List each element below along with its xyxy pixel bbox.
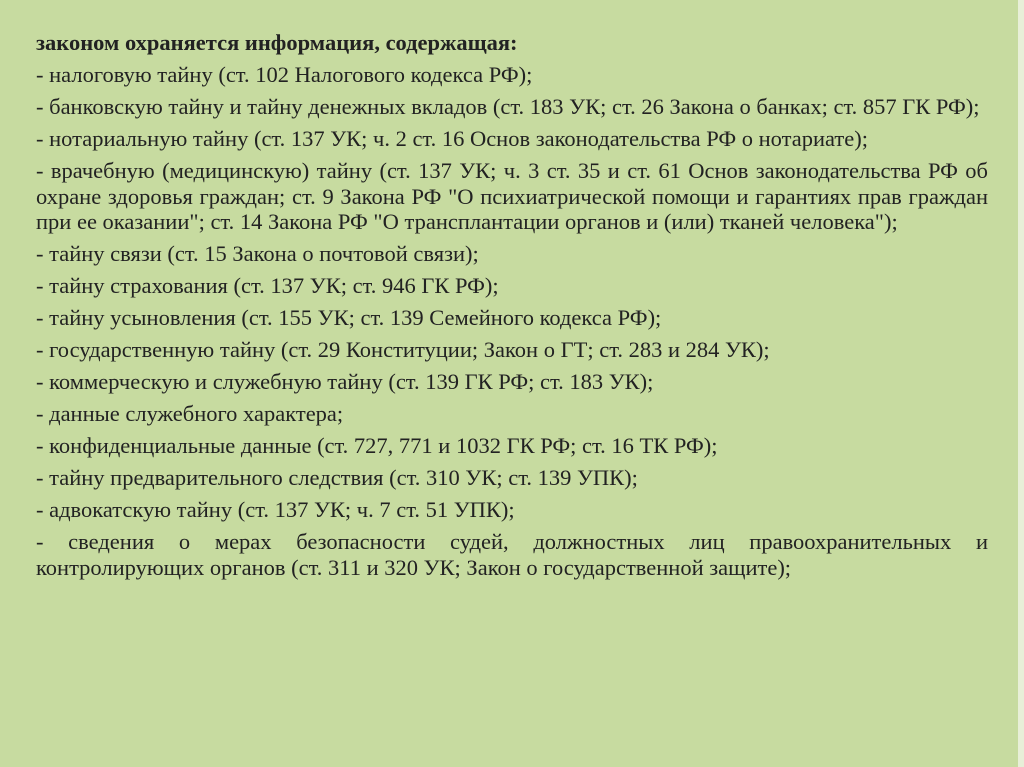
- list-item-bank-secret: - банковскую тайну и тайну денежных вкладов (ст. 183 УК; ст. 26 Закона о банках; ст. 857 ГК РФ);: [36, 94, 980, 119]
- list-item-service-data: - данные служебного характера;: [36, 401, 344, 426]
- list-item-adoption-secret: - тайну усыновления (ст. 155 УК; ст. 139 Семейного кодекса РФ);: [36, 305, 662, 330]
- list-item-state-secret: - государственную тайну (ст. 29 Конституции; Закон о ГТ; ст. 283 и 284 УК);: [36, 337, 770, 362]
- list-item-communication-secret: - тайну связи (ст. 15 Закона о почтовой связи);: [36, 241, 479, 266]
- list-item-confidential-data: - конфиденциальные данные (ст. 727, 771 и 1032 ГК РФ; ст. 16 ТК РФ);: [36, 433, 718, 458]
- slide-edge: [1018, 0, 1024, 767]
- list-item-tax-secret: - налоговую тайну (ст. 102 Налогового кодекса РФ);: [36, 62, 533, 87]
- list-item-notary-secret: - нотариальную тайну (ст. 137 УК; ч. 2 ст. 16 Основ законодательства РФ о нотариате);: [36, 126, 868, 151]
- list-item-security-measures: - сведения о мерах безопасности судей, должностных лиц правоохранительных и контролирующих органов (ст. 311 и 320 УК; Закон о государственной защите);: [36, 529, 988, 580]
- slide-text-block: [36, 30, 988, 587]
- list-item-insurance-secret: - тайну страхования (ст. 137 УК; ст. 946 ГК РФ);: [36, 273, 499, 298]
- slide-heading: законом охраняется информация, содержащая:: [36, 30, 518, 55]
- list-item-medical-secret: - врачебную (медицинскую) тайну (ст. 137 УК; ч. 3 ст. 35 и ст. 61 Основ законодательства РФ об охране здоровья граждан; ст. 9 Закона РФ "О психиатрической помощи и гарантиях прав граждан при ее оказании"; ст. 14 Закона РФ "О трансплантации органов и (или) тканей человека");: [36, 158, 988, 234]
- list-item-lawyer-secret: - адвокатскую тайну (ст. 137 УК; ч. 7 ст. 51 УПК);: [36, 497, 515, 522]
- list-item-commercial-secret: - коммерческую и служебную тайну (ст. 139 ГК РФ; ст. 183 УК);: [36, 369, 654, 394]
- list-item-investigation-secret: - тайну предварительного следствия (ст. 310 УК; ст. 139 УПК);: [36, 465, 638, 490]
